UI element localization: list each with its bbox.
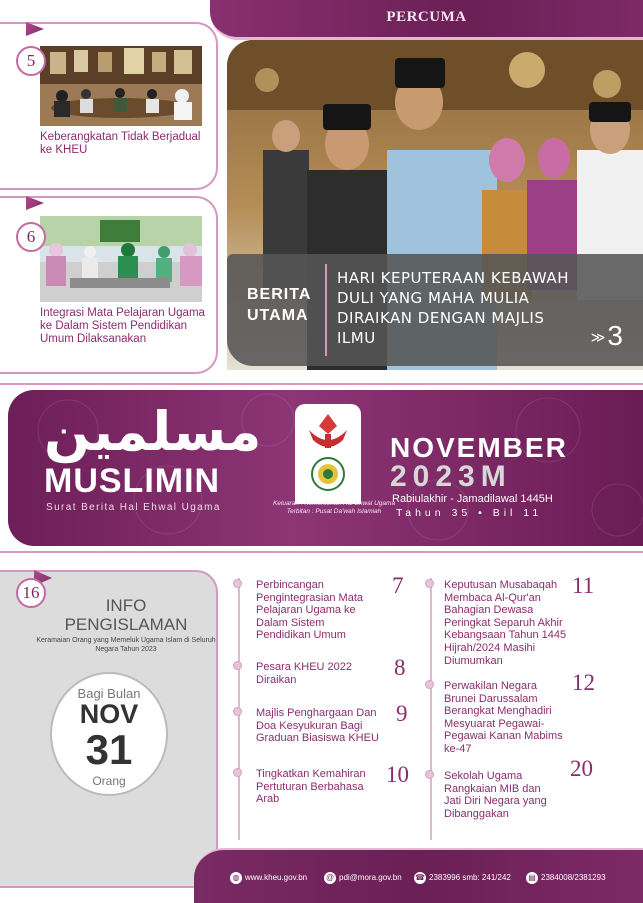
phone-icon: ☎ xyxy=(415,873,425,882)
issue-year: 2023M xyxy=(390,460,512,493)
fax-icon: ▤ xyxy=(526,872,538,884)
top-banner xyxy=(210,0,643,40)
hero-page-ref[interactable] xyxy=(591,320,623,352)
bullet-icon xyxy=(425,770,434,779)
oval-unit: Orang xyxy=(92,774,126,788)
page-number-badge: 5 xyxy=(16,46,46,76)
toc-item-page: 8 xyxy=(394,655,406,680)
crest-panel xyxy=(295,404,361,504)
hero-caption[interactable] xyxy=(227,254,643,366)
oval-month: NOV xyxy=(79,699,139,729)
publication-title: MUSLIMIN xyxy=(44,462,221,500)
globe-icon: ◍ xyxy=(230,872,242,884)
bullet-icon xyxy=(425,579,434,588)
phone-text: 2383996 smb: 241/242 xyxy=(429,873,511,883)
fax-info xyxy=(526,872,606,884)
hijri-date: Rabiulakhir - Jamadilawal 1445H xyxy=(392,493,553,505)
publisher-line-2: Terbitan : Pusat Da'wah Islamiah xyxy=(286,508,382,515)
phone-info xyxy=(414,872,511,884)
article-card-5[interactable] xyxy=(0,22,218,190)
card-tab-marker xyxy=(26,196,44,210)
email-text: pdi@mora.gov.bn xyxy=(339,873,402,883)
bullet-icon xyxy=(233,768,242,777)
hero-headline[interactable]: HARI KEPUTERAAN KEBAWAH DULI YANG MAHA MULIA DIRAIKAN DENGAN MAJLIS ILMU xyxy=(337,269,569,347)
bullet-icon xyxy=(233,661,242,670)
toc-item-page: 9 xyxy=(396,701,408,726)
website-text: www.kheu.gov.bn xyxy=(245,873,308,883)
brunei-crest-icon xyxy=(309,414,347,448)
publication-subtitle: Surat Berita Hal Ehwal Ugama xyxy=(46,502,221,513)
info-subtitle: Keramaian Orang yang Memeluk Ugama Islam di Seluruh Negara Tahun 2023 xyxy=(36,637,216,653)
free-label: PERCUMA xyxy=(386,9,467,25)
toc-item-title[interactable]: Perwakilan Negara Brunei Darussalam Berangkat Menghadiri Mesyuarat Pegawai-Pegawai Kanan Mabims ke-47 xyxy=(444,680,563,755)
classroom-photo xyxy=(40,216,202,302)
toc-item-page: 20 xyxy=(570,756,593,781)
page-number-badge: 6 xyxy=(16,222,46,252)
toc-item-page: 10 xyxy=(386,762,409,787)
article-card-6[interactable] xyxy=(0,196,218,374)
card-tab-marker xyxy=(26,22,44,36)
email-link[interactable] xyxy=(324,872,402,884)
meeting-photo xyxy=(40,46,202,126)
issue-month: NOVEMBER xyxy=(390,432,568,463)
section-kicker: BERITA UTAMA xyxy=(247,286,311,324)
toc-item-title[interactable]: Majlis Penghargaan Dan Doa Kesyukuran Bagi Graduan Biasiswa KHEU xyxy=(256,707,379,745)
toc-item-title[interactable]: Keputusan Musabaqah Membaca Al-Qur'an Bahagian Dewasa Peringkat Separuh Akhir Kebangsaan Tahun 1445 Hijrah/2024 Masihi Diumumkan xyxy=(444,579,567,667)
info-title xyxy=(36,596,216,634)
toc-item-title[interactable]: Sekolah Ugama Rangkaian MIB dan Jati Diri Negara yang Dibanggakan xyxy=(444,770,547,820)
bullet-icon xyxy=(233,579,242,588)
toc-item-page: 7 xyxy=(392,573,404,598)
toc-item-page: 12 xyxy=(572,670,595,695)
info-title-line-2: PENGISLAMAN xyxy=(64,615,188,634)
article-caption[interactable]: Integrasi Mata Pelajaran Ugama ke Dalam Sistem Pendidikan Umum Dilaksanakan xyxy=(40,307,205,345)
convert-count-oval xyxy=(50,672,168,796)
bullet-icon xyxy=(233,707,242,716)
article-caption[interactable]: Keberangkatan Tidak Berjadual ke KHEU xyxy=(40,131,201,156)
ministry-seal-icon xyxy=(312,458,344,490)
publisher-line-1: Keluaran : Kementerian Hal Ehwal Ugama xyxy=(272,500,396,507)
toc-item-page: 11 xyxy=(572,573,595,598)
issue-number: Tahun 35 • Bil 11 xyxy=(396,507,543,519)
fax-text: 2384008/2381293 xyxy=(541,873,606,883)
info-title-line-1: INFO xyxy=(105,596,147,615)
toc-item-title[interactable]: Pesara KHEU 2022 Diraikan xyxy=(256,661,352,686)
toc-timeline-right xyxy=(430,578,432,840)
contact-footer xyxy=(194,848,643,903)
bullet-icon xyxy=(425,680,434,689)
oval-period-label: Bagi Bulan xyxy=(77,686,141,701)
page-number-badge: 16 xyxy=(16,578,46,608)
email-icon: @ xyxy=(325,873,335,882)
toc-item-title[interactable]: Tingkatkan Kemahiran Pertuturan Berbahasa Arab xyxy=(256,768,366,806)
caption-divider xyxy=(325,264,327,356)
oval-count: 31 xyxy=(85,726,133,773)
hero-page-number: 3 xyxy=(607,320,623,351)
publisher-info xyxy=(264,500,404,516)
double-arrow-icon: ≫ xyxy=(590,329,606,346)
info-pengislaman-box[interactable] xyxy=(0,570,218,888)
toc-item-title[interactable]: Perbincangan Pengintegrasian Mata Pelajaran Ugama ke Dalam Sistem Pendidikan Umum xyxy=(256,579,364,642)
website-link[interactable] xyxy=(230,872,307,884)
masthead xyxy=(8,390,643,546)
arabic-title: مسلمين xyxy=(44,400,262,463)
